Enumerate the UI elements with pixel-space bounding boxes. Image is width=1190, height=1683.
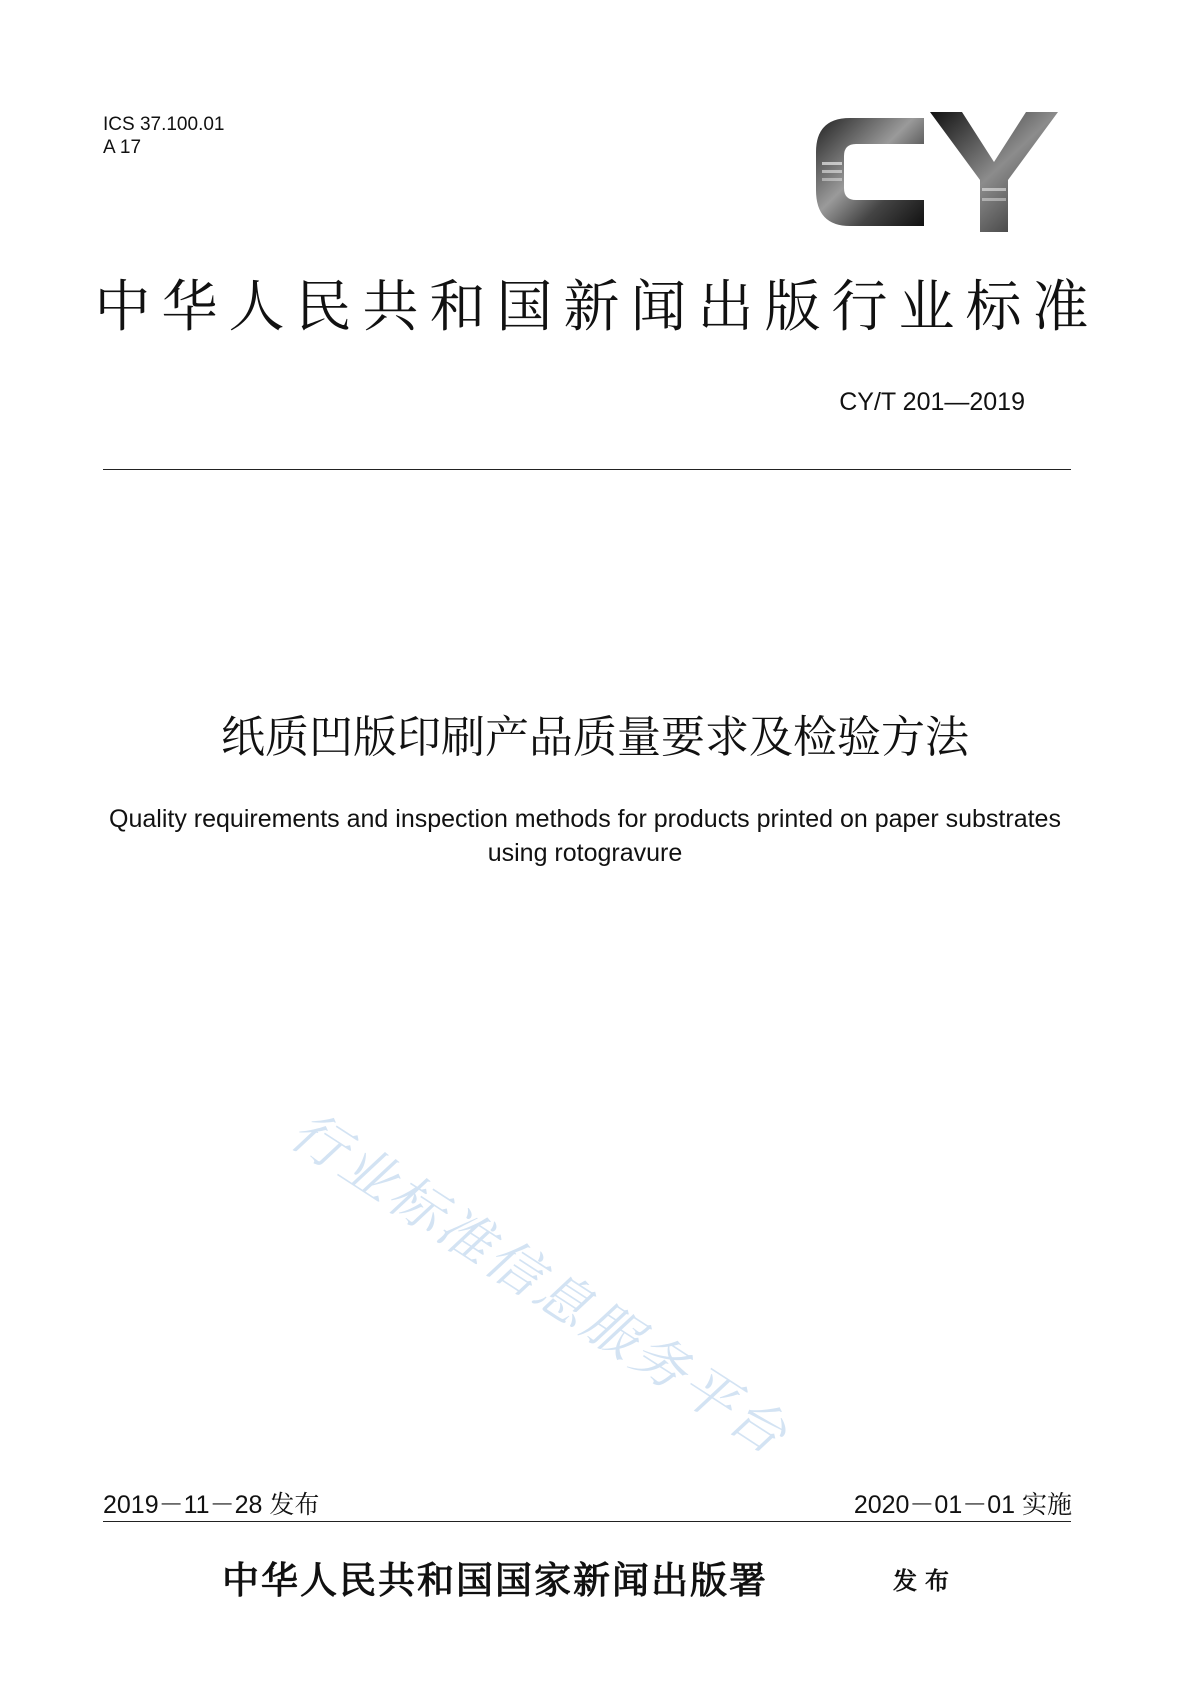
watermark: 行业标准信息服务平台 (279, 1099, 801, 1468)
document-title-en: Quality requirements and inspection methods for products printed on paper substrates using rotogravure (109, 805, 1061, 867)
document-title-zh: 纸质凹版印刷产品质量要求及检验方法 (221, 712, 969, 763)
ics-code: ICS 37.100.01 (103, 114, 225, 135)
issue-date: 2019－11－28 发布 (103, 1491, 320, 1519)
logo-letter-y (930, 112, 1058, 232)
top-divider (103, 469, 1071, 470)
ccs-code: A 17 (103, 137, 142, 158)
standard-number: CY/T 201—2019 (839, 388, 1025, 416)
publisher-name: 中华人民共和国国家新闻出版署 (222, 1558, 768, 1602)
classification-block (103, 113, 224, 159)
cy-logo (812, 104, 1060, 236)
bottom-divider (103, 1521, 1071, 1522)
standard-category-title: 中华人民共和国新闻出版行业标准 (94, 275, 1100, 340)
publish-label: 发布 (893, 1567, 957, 1595)
implementation-date: 2020－01－01 实施 (853, 1491, 1072, 1519)
